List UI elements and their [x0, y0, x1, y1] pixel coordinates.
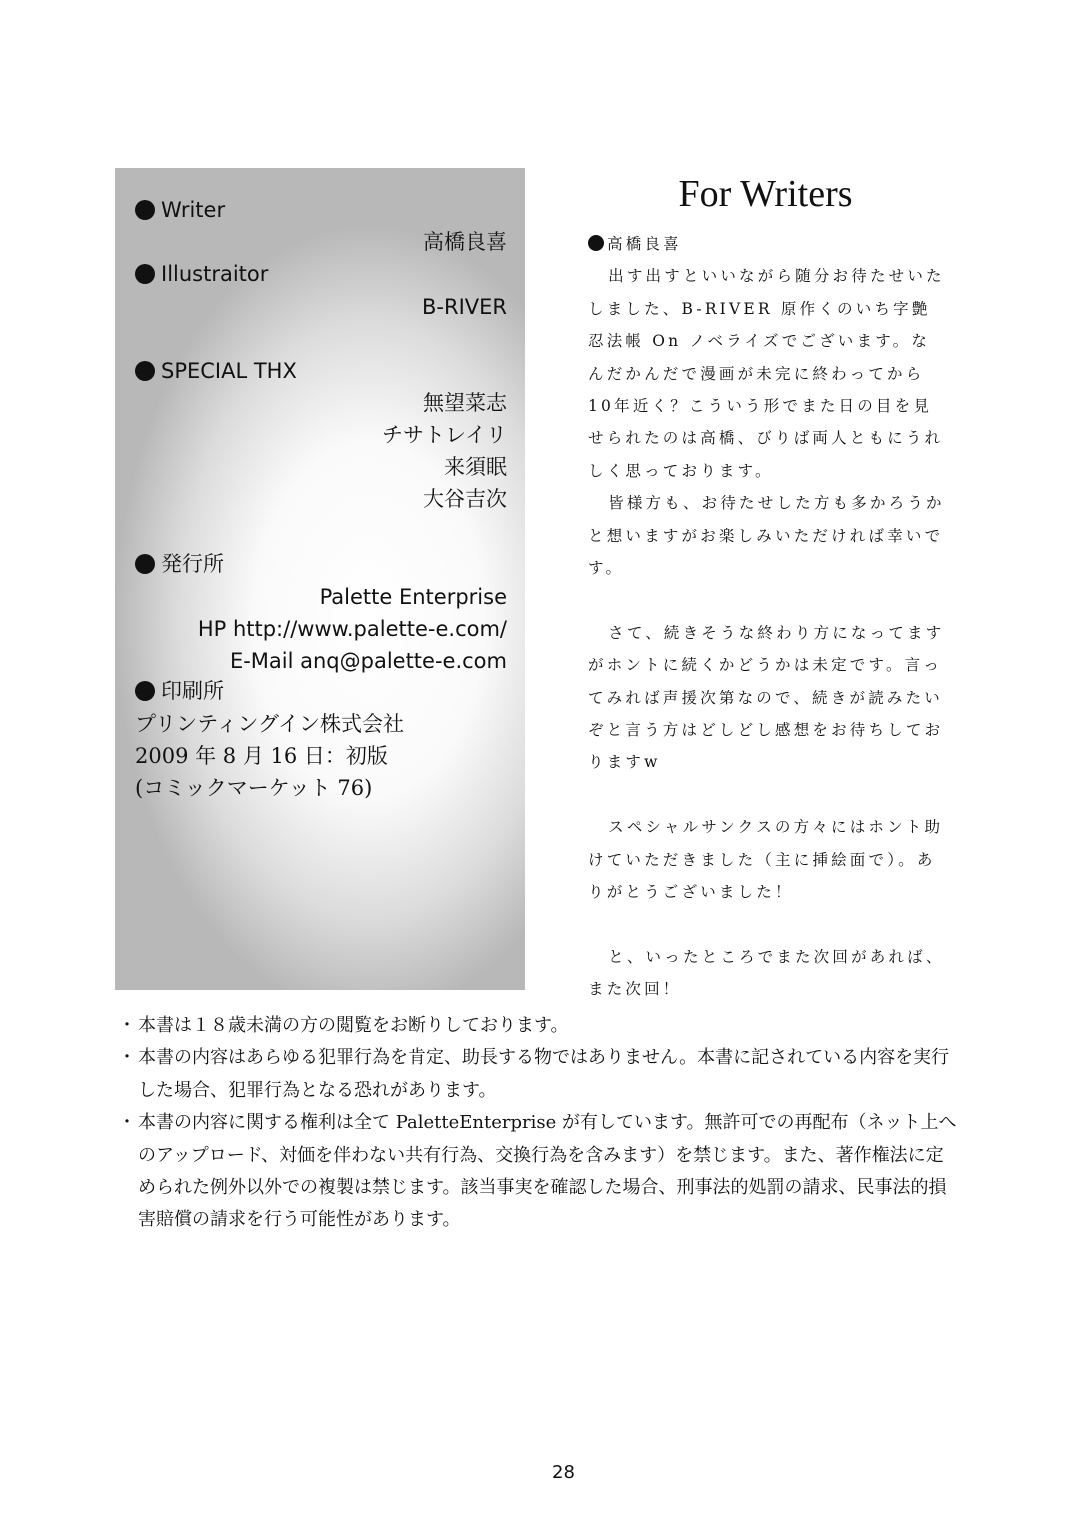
thanks-name: チサトレイリ: [382, 423, 507, 447]
legal-note: [118, 1010, 958, 1042]
bullet-dot-icon: [135, 681, 155, 701]
afterword-body: [588, 228, 948, 1006]
bullet-dot-icon: [588, 235, 604, 251]
afterword-author: [588, 228, 948, 260]
afterword-paragraph: スペシャルサンクスの方々にはホント助けていただきました（主に挿絵面で）。ありがとうございました！: [588, 818, 944, 902]
thanks-name: 大谷吉次: [423, 487, 507, 511]
bullet: ・: [118, 1015, 136, 1036]
bullet-dot-icon: [135, 264, 155, 284]
printer-heading: [135, 678, 224, 704]
note-text: 本書の内容に関する権利は全て PaletteEnterprise が有しています。無許可での再配布（ネット上へのアップロード、対価を伴わない共有行為、交換行為を含みます）を禁じます。また、著作権法に定められた例外以外での複製は禁じます。該当事実を確認した場合、刑事法的処罰の請求、民事法的損害賠償の請求を行う可能性があります。: [138, 1112, 957, 1231]
publish-date: 2009 年 8 月 16 日：初版: [135, 744, 388, 768]
thanks-name: 来須眠: [444, 455, 507, 479]
afterword-paragraph: さて、続きそうな終わり方になってますがホントに続くかどうかは未定です。言ってみれば声援次第なので、続きが読みたいぞと言う方はどしどし感想をお待ちしておりますw: [588, 623, 945, 772]
event-name: (コミックマーケット 76): [135, 776, 373, 800]
legal-notes: [118, 1010, 958, 1237]
afterword-paragraph: 出す出すといいながら随分お待たせいたしました、B-RIVER 原作くのいち字艶忍法帳 On ノベライズでございます。なんだかんだで漫画が未完に終わってから10年近く？こういう形でまた日の目を見せられたのは高橋、びりば両人ともにうれしく思っております。: [588, 267, 945, 480]
bullet-dot-icon: [135, 554, 155, 574]
bullet-dot-icon: [135, 200, 155, 220]
note-text: 本書は１８歳未満の方の閲覧をお断りしております。: [138, 1015, 569, 1036]
credits-box: [115, 168, 525, 990]
afterword-title: For Writers: [678, 173, 853, 215]
writer-heading: [135, 197, 225, 223]
thanks-name: 無望菜志: [423, 391, 507, 415]
legal-note: [118, 1042, 958, 1107]
author-name: 高橋良喜: [607, 235, 682, 253]
writer-label: Writer: [161, 198, 226, 222]
printer-name: プリンティングイン株式会社: [135, 712, 405, 736]
bullet: ・: [118, 1112, 136, 1134]
publisher-heading: [135, 551, 224, 577]
illustrator-name: B-RIVER: [422, 295, 507, 319]
legal-note: [118, 1107, 958, 1237]
writer-name: 高橋良喜: [423, 230, 507, 254]
publisher-email: E-Mail anq@palette-e.com: [229, 649, 507, 673]
afterword-paragraph: と、いったところでまた次回があれば、また次回！: [588, 947, 945, 999]
page-number: 28: [552, 1462, 575, 1483]
thanks-label: SPECIAL THX: [161, 359, 297, 383]
illustrator-label: Illustraitor: [161, 262, 269, 286]
afterword-paragraph: 皆様方も、お待たせした方も多かろうかと想いますがお楽しみいただければ幸いです。: [588, 494, 945, 578]
thanks-heading: [135, 358, 297, 384]
illustrator-heading: [135, 261, 268, 287]
publisher-name: Palette Enterprise: [319, 585, 507, 609]
bullet: ・: [118, 1047, 136, 1069]
publisher-hp: HP http://www.palette-e.com/: [197, 617, 507, 641]
publisher-label: 発行所: [161, 552, 224, 576]
printer-label: 印刷所: [161, 679, 224, 703]
note-text: 本書の内容はあらゆる犯罪行為を肯定、助長する物ではありません。本書に記されている内容を実行した場合、犯罪行為となる恐れがあります。: [138, 1047, 950, 1101]
bullet-dot-icon: [135, 361, 155, 381]
